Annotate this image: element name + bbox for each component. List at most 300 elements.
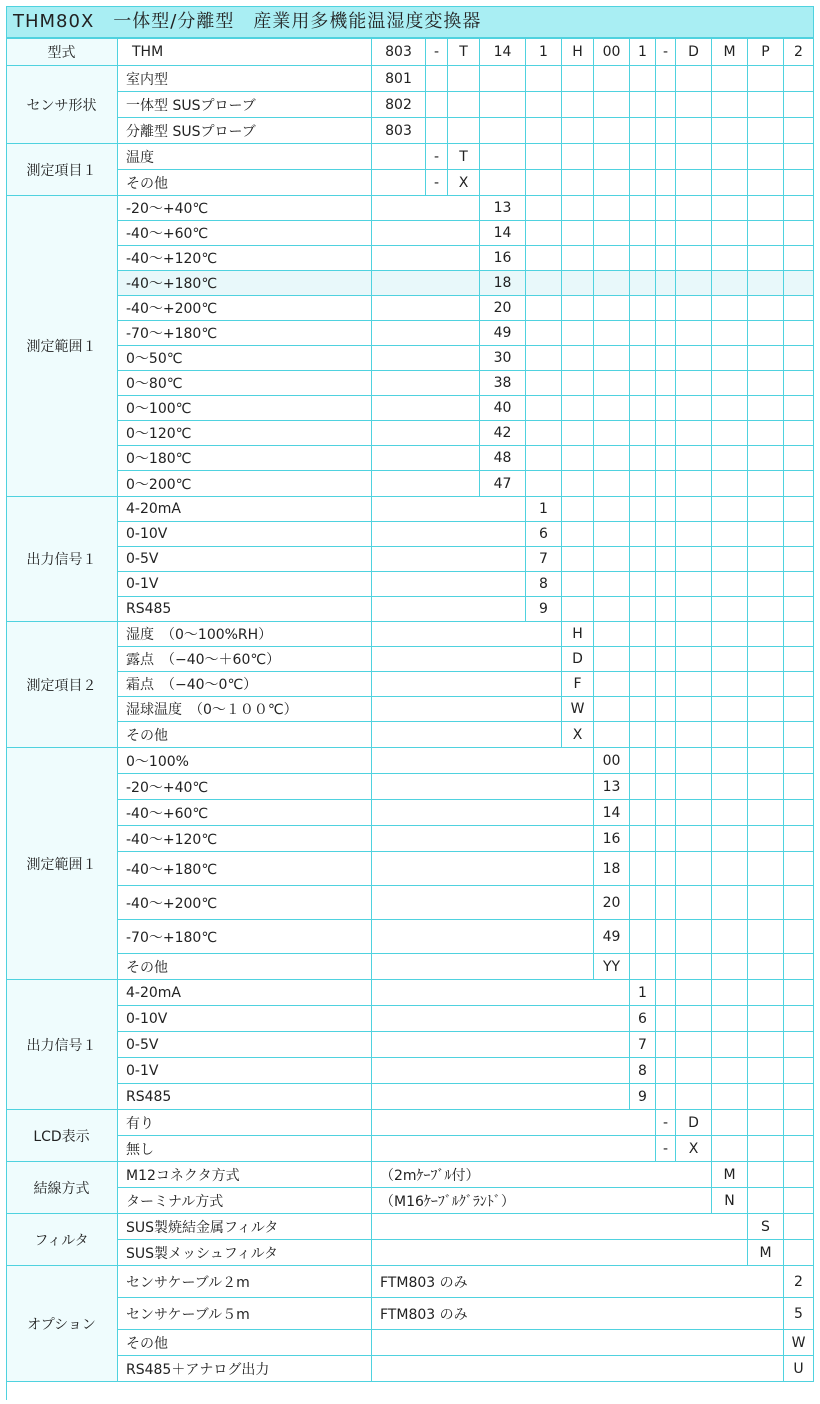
header-code-cell: M [712,38,748,66]
empty-cell [594,246,630,271]
empty-cell [656,852,676,886]
empty-cell [630,346,656,371]
empty-cell [676,1006,712,1032]
spacer-cell [372,371,480,396]
option-code: 801 [372,66,426,92]
spacer-cell [372,296,480,321]
spacer-cell [372,572,526,597]
empty-cell [480,118,526,144]
empty-cell [712,697,748,722]
empty-cell [784,886,814,920]
option-description: 0～180℃ [118,446,372,471]
empty-cell [480,66,526,92]
empty-cell [656,1032,676,1058]
option-code: W [562,697,594,722]
empty-cell [712,886,748,920]
empty-cell [784,748,814,774]
empty-cell [562,522,594,547]
empty-cell [630,774,656,800]
dash-separator: - [656,1136,676,1162]
header-code-cell: 1 [526,38,562,66]
empty-cell [784,954,814,980]
empty-cell [630,722,656,748]
option-code: N [712,1188,748,1214]
empty-cell [712,296,748,321]
group-label: センサ形状 [6,66,118,144]
empty-cell [748,446,784,471]
empty-cell [594,396,630,421]
option-code: 16 [594,826,630,852]
empty-cell [748,471,784,497]
option-code: 49 [480,321,526,346]
empty-cell [748,800,784,826]
empty-cell [676,421,712,446]
option-code: 7 [526,547,562,572]
empty-cell [656,446,676,471]
empty-cell [676,886,712,920]
empty-cell [784,421,814,446]
empty-cell [630,622,656,647]
empty-cell [748,826,784,852]
option-description: 一体型 SUSプローブ [118,92,372,118]
spacer-cell [372,346,480,371]
empty-cell [630,271,656,296]
empty-cell [630,647,656,672]
spacer-cell [372,748,594,774]
empty-cell [676,722,712,748]
spacer-cell [372,471,480,497]
empty-cell [784,1032,814,1058]
option-description: 湿球温度 （0～１００℃） [118,697,372,722]
empty-cell [784,774,814,800]
empty-cell [594,92,630,118]
spacer-cell [372,547,526,572]
empty-cell [630,748,656,774]
spacer-cell [372,196,480,221]
empty-cell [712,622,748,647]
option-description: -40～+120℃ [118,826,372,852]
option-code: T [448,144,480,170]
option-description: ターミナル方式 [118,1188,372,1214]
spacer-cell [372,396,480,421]
empty-cell [712,396,748,421]
empty-cell [784,296,814,321]
empty-cell [562,118,594,144]
empty-cell [656,826,676,852]
spacer-cell [372,144,426,170]
empty-cell [784,170,814,196]
spacer-cell [372,774,594,800]
empty-cell [656,296,676,321]
empty-cell [594,221,630,246]
empty-cell [630,852,656,886]
empty-cell [676,522,712,547]
option-code: M [712,1162,748,1188]
option-code: 20 [594,886,630,920]
empty-cell [784,246,814,271]
empty-cell [562,92,594,118]
empty-cell [676,446,712,471]
option-code: 13 [594,774,630,800]
spacer-cell [372,697,562,722]
empty-cell [784,196,814,221]
empty-cell [748,622,784,647]
empty-cell [630,118,656,144]
empty-cell [562,471,594,497]
empty-cell [562,221,594,246]
option-description: センサケーブル２m [118,1266,372,1298]
header-label: 型式 [6,38,118,66]
group-label: オプション [6,1266,118,1382]
empty-cell [784,672,814,697]
empty-cell [676,647,712,672]
empty-cell [526,271,562,296]
empty-cell [712,471,748,497]
empty-cell [562,196,594,221]
option-description: 0～80℃ [118,371,372,396]
option-code: 42 [480,421,526,446]
empty-cell [784,1006,814,1032]
empty-cell [748,221,784,246]
empty-cell [594,672,630,697]
empty-cell [784,1136,814,1162]
empty-cell [656,396,676,421]
empty-cell [526,446,562,471]
empty-cell [748,321,784,346]
empty-cell [630,221,656,246]
empty-cell [784,622,814,647]
empty-cell [748,697,784,722]
empty-cell [630,826,656,852]
empty-cell [656,886,676,920]
option-code: 6 [630,1006,656,1032]
option-description: その他 [118,954,372,980]
empty-cell [712,92,748,118]
option-description: 分離型 SUSプローブ [118,118,372,144]
empty-cell [656,697,676,722]
empty-cell [656,471,676,497]
option-description: 露点 （−40～＋60℃） [118,647,372,672]
option-description: 0～100% [118,748,372,774]
option-code: 48 [480,446,526,471]
empty-cell [656,221,676,246]
empty-cell [676,774,712,800]
group-label: 測定範囲１ [6,748,118,980]
option-description: 0-10V [118,522,372,547]
option-description: SUS製メッシュフィルタ [118,1240,372,1266]
option-description: 0～200℃ [118,471,372,497]
empty-cell [594,522,630,547]
empty-cell [656,421,676,446]
empty-cell [594,597,630,622]
empty-cell [784,66,814,92]
empty-cell [676,118,712,144]
option-description: 0～50℃ [118,346,372,371]
empty-cell [712,980,748,1006]
empty-cell [656,954,676,980]
empty-cell [526,246,562,271]
option-description: -70～+180℃ [118,920,372,954]
option-code: 47 [480,471,526,497]
option-description: RS485 [118,597,372,622]
header-code-cell: - [426,38,448,66]
empty-cell [656,1006,676,1032]
empty-cell [594,66,630,92]
empty-cell [630,92,656,118]
empty-cell [676,271,712,296]
option-code: S [748,1214,784,1240]
spacer-cell [372,597,526,622]
option-description: 有り [118,1110,372,1136]
empty-cell [748,346,784,371]
spacer-cell [372,1006,630,1032]
empty-cell [676,346,712,371]
empty-cell [748,296,784,321]
empty-cell [630,697,656,722]
option-description: 室内型 [118,66,372,92]
option-description: -40～+200℃ [118,886,372,920]
empty-cell [676,1084,712,1110]
empty-cell [656,547,676,572]
empty-cell [656,497,676,522]
header-code-cell: 2 [784,38,814,66]
spacer-cell [372,920,594,954]
empty-cell [748,118,784,144]
spacer-cell [372,321,480,346]
empty-cell [448,66,480,92]
spacer-cell [372,886,594,920]
empty-cell [748,748,784,774]
option-code: 9 [526,597,562,622]
empty-cell [594,421,630,446]
option-description: 0～120℃ [118,421,372,446]
empty-cell [630,920,656,954]
header-code-cell: D [676,38,712,66]
empty-cell [676,321,712,346]
option-code: 7 [630,1032,656,1058]
empty-cell [526,346,562,371]
empty-cell [748,1136,784,1162]
option-description: 4-20mA [118,497,372,522]
empty-cell [748,1162,784,1188]
empty-cell [748,852,784,886]
option-code: 8 [630,1058,656,1084]
spacer-cell [372,221,480,246]
option-code: 9 [630,1084,656,1110]
option-code: 14 [480,221,526,246]
empty-cell [676,547,712,572]
empty-cell [676,1032,712,1058]
empty-cell [630,371,656,396]
empty-cell [676,196,712,221]
empty-cell [712,346,748,371]
empty-cell [748,196,784,221]
empty-cell [594,296,630,321]
empty-cell [784,321,814,346]
empty-cell [748,522,784,547]
empty-cell [526,221,562,246]
empty-cell [562,396,594,421]
option-code: 30 [480,346,526,371]
option-code: H [562,622,594,647]
empty-cell [526,66,562,92]
empty-cell [676,296,712,321]
empty-cell [676,572,712,597]
empty-cell [594,271,630,296]
empty-cell [656,800,676,826]
empty-cell [562,271,594,296]
empty-cell [630,597,656,622]
empty-cell [594,547,630,572]
empty-cell [480,92,526,118]
empty-cell [784,1084,814,1110]
empty-cell [594,371,630,396]
empty-cell [712,196,748,221]
group-label: 出力信号１ [6,980,118,1110]
empty-cell [630,522,656,547]
empty-cell [712,221,748,246]
empty-cell [630,396,656,421]
option-code: X [676,1136,712,1162]
empty-cell [594,446,630,471]
empty-cell [784,697,814,722]
dash-separator: - [656,1110,676,1136]
empty-cell [526,321,562,346]
empty-cell [676,170,712,196]
empty-cell [676,1058,712,1084]
empty-cell [748,497,784,522]
spacer-cell [372,647,562,672]
empty-cell [448,92,480,118]
header-code-cell: 14 [480,38,526,66]
option-description: M12コネクタ方式 [118,1162,372,1188]
empty-cell [712,170,748,196]
option-description: -40～+60℃ [118,221,372,246]
empty-cell [594,346,630,371]
empty-cell [656,346,676,371]
option-code: 13 [480,196,526,221]
empty-cell [656,1084,676,1110]
empty-cell [712,1058,748,1084]
empty-cell [748,672,784,697]
option-description: -40～+180℃ [118,271,372,296]
option-code: 40 [480,396,526,421]
empty-cell [748,1188,784,1214]
option-description: -40～+200℃ [118,296,372,321]
empty-cell [712,800,748,826]
spacer-cell [372,246,480,271]
empty-cell [526,92,562,118]
empty-cell [656,118,676,144]
empty-cell [784,271,814,296]
spacer-cell [372,1110,656,1136]
spacer-cell [372,1136,656,1162]
empty-cell [784,471,814,497]
empty-cell [784,346,814,371]
option-description: その他 [118,170,372,196]
empty-cell [748,66,784,92]
empty-cell [594,497,630,522]
spacer-cell [372,497,526,522]
option-note: FTM803 のみ [372,1266,784,1298]
empty-cell [712,722,748,748]
empty-cell [480,170,526,196]
empty-cell [630,497,656,522]
header-code-cell: 803 [372,38,426,66]
empty-cell [656,522,676,547]
dash-separator: - [426,144,448,170]
empty-cell [784,446,814,471]
spacer-cell [372,1214,748,1240]
option-code: 00 [594,748,630,774]
empty-cell [712,748,748,774]
empty-cell [594,697,630,722]
empty-cell [526,144,562,170]
empty-cell [784,852,814,886]
empty-cell [676,697,712,722]
empty-cell [630,321,656,346]
spacer-cell [372,522,526,547]
option-description: 0-1V [118,1058,372,1084]
empty-cell [630,446,656,471]
spacer-cell [372,980,630,1006]
empty-cell [562,246,594,271]
empty-cell [748,597,784,622]
empty-cell [712,1032,748,1058]
empty-cell [712,118,748,144]
option-note: FTM803 のみ [372,1298,784,1330]
empty-cell [712,144,748,170]
empty-cell [676,954,712,980]
option-description: -20～+40℃ [118,774,372,800]
spacer-cell [372,722,562,748]
empty-cell [630,572,656,597]
empty-cell [784,1240,814,1266]
option-note: （M16ｹｰﾌﾞﾙｸﾞﾗﾝﾄﾞ） [372,1188,712,1214]
empty-cell [562,66,594,92]
empty-cell [630,66,656,92]
empty-cell [676,497,712,522]
empty-cell [676,371,712,396]
empty-cell [562,296,594,321]
empty-cell [748,92,784,118]
empty-cell [562,321,594,346]
empty-cell [526,196,562,221]
option-description: 0-10V [118,1006,372,1032]
empty-cell [656,92,676,118]
option-description: -40～+180℃ [118,852,372,886]
option-code: M [748,1240,784,1266]
group-label: 測定項目１ [6,144,118,196]
empty-cell [676,852,712,886]
empty-cell [784,920,814,954]
option-code: 38 [480,371,526,396]
empty-cell [656,748,676,774]
empty-cell [676,246,712,271]
spacer-cell [372,446,480,471]
empty-cell [562,371,594,396]
empty-cell [712,497,748,522]
empty-cell [784,647,814,672]
empty-cell [784,522,814,547]
empty-cell [526,170,562,196]
empty-cell [712,246,748,271]
empty-cell [748,547,784,572]
empty-cell [676,980,712,1006]
empty-cell [630,547,656,572]
spacer-cell [372,622,562,647]
empty-cell [656,622,676,647]
